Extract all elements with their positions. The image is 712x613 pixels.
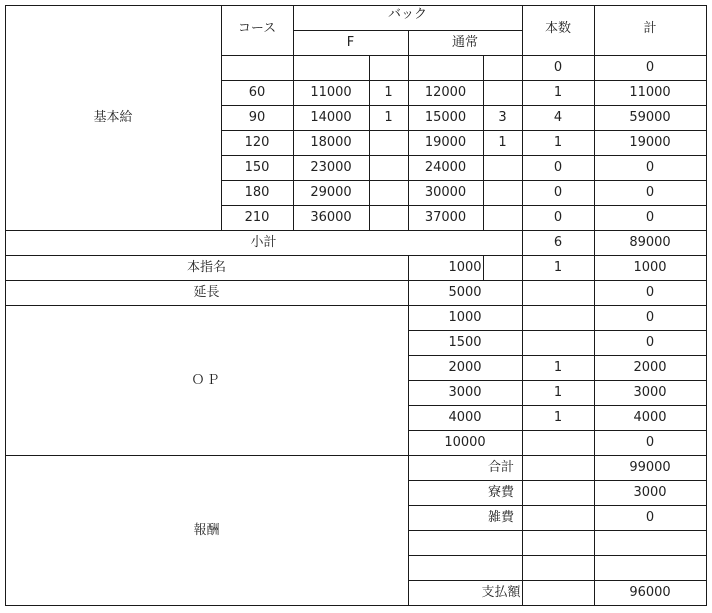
base-total: 0 — [645, 160, 655, 175]
base-f-rate: 18000 — [310, 135, 352, 150]
base-course: 180 — [244, 185, 270, 200]
option-total: 3000 — [633, 385, 667, 400]
header-f: F — [346, 35, 355, 50]
nomination-total: 1000 — [633, 260, 667, 275]
base-course: 90 — [248, 110, 266, 125]
option-count: 1 — [553, 410, 563, 425]
compensation-value: 99000 — [629, 460, 671, 475]
base-normal-qty: 3 — [498, 110, 507, 125]
nomination-rate: 1000 — [448, 260, 482, 275]
base-f-rate: 11000 — [310, 85, 352, 100]
base-normal-qty: 1 — [498, 135, 507, 150]
option-rate: 1500 — [448, 335, 482, 350]
option-rate: 2000 — [448, 360, 482, 375]
option-rate: 10000 — [444, 435, 486, 450]
base-normal-rate: 15000 — [424, 110, 467, 125]
compensation-value: 0 — [645, 510, 655, 525]
compensation-value — [594, 555, 706, 580]
compensation-label: 合計 — [487, 460, 514, 475]
option-count — [522, 305, 594, 330]
base-normal-qty — [483, 205, 522, 230]
subtotal-total: 89000 — [629, 235, 671, 250]
base-f-rate: 14000 — [310, 110, 352, 125]
base-f-qty — [369, 130, 408, 155]
option-count — [522, 430, 594, 455]
compensation-label — [408, 555, 594, 580]
base-count: 0 — [553, 160, 563, 175]
nomination-count: 1 — [553, 260, 563, 275]
compensation-value — [594, 530, 706, 555]
label-subtotal: 小計 — [250, 235, 277, 250]
header-count: 本数 — [544, 20, 571, 36]
base-normal-qty — [483, 155, 522, 180]
base-f-rate: 29000 — [310, 185, 352, 200]
base-normal-rate: 24000 — [424, 160, 467, 175]
base-total: 11000 — [629, 85, 671, 100]
option-count: 1 — [553, 385, 563, 400]
base-course: 210 — [244, 210, 270, 225]
option-count — [522, 330, 594, 355]
base-count: 4 — [553, 110, 563, 125]
base-course — [221, 55, 293, 80]
option-rate: 4000 — [448, 410, 482, 425]
base-f-qty: 1 — [384, 85, 393, 100]
base-count: 1 — [553, 135, 563, 150]
base-normal-rate: 30000 — [424, 185, 467, 200]
base-f-qty: 1 — [384, 110, 393, 125]
base-count: 0 — [553, 60, 563, 75]
label-extension: 延長 — [193, 285, 220, 300]
base-course: 120 — [244, 135, 270, 150]
option-total: 4000 — [633, 410, 667, 425]
extension-rate: 5000 — [448, 285, 482, 300]
compensation-label — [408, 530, 594, 555]
option-total: 0 — [645, 310, 655, 325]
compensation-value: 3000 — [633, 485, 667, 500]
base-total: 0 — [645, 185, 655, 200]
header-back: バック — [387, 7, 427, 22]
option-count: 1 — [553, 360, 563, 375]
subtotal-count: 6 — [553, 235, 563, 250]
base-f-qty — [369, 155, 408, 180]
base-total: 19000 — [629, 135, 671, 150]
base-total: 59000 — [629, 110, 671, 125]
base-count: 1 — [553, 85, 563, 100]
base-f-qty — [369, 180, 408, 205]
option-rate: 1000 — [448, 310, 482, 325]
base-normal-qty — [483, 80, 522, 105]
base-f-rate: 23000 — [310, 160, 352, 175]
header-total: 計 — [643, 20, 657, 36]
option-rate: 3000 — [448, 385, 482, 400]
compensation-label: 寮費 — [487, 485, 514, 500]
base-total: 0 — [645, 60, 655, 75]
label-base-pay: 基本給 — [93, 110, 133, 125]
base-f-rate: 36000 — [310, 210, 352, 225]
compensation-label: 雑費 — [487, 510, 514, 525]
option-total: 0 — [645, 335, 655, 350]
grid-line — [5, 605, 707, 606]
option-total: 0 — [645, 435, 655, 450]
base-count: 0 — [553, 210, 563, 225]
base-normal-rate: 37000 — [424, 210, 467, 225]
base-course: 60 — [248, 85, 266, 100]
base-f-rate — [293, 55, 369, 80]
base-normal-qty — [483, 180, 522, 205]
header-course: コース — [237, 20, 277, 36]
label-compensation: 報酬 — [193, 522, 220, 538]
label-nomination: 本指名 — [186, 260, 226, 275]
base-f-qty — [369, 55, 408, 80]
base-normal-rate: 19000 — [424, 135, 467, 150]
label-option: ＯＰ — [191, 372, 222, 388]
header-normal: 通常 — [451, 35, 478, 50]
option-total: 2000 — [633, 360, 667, 375]
base-normal-rate: 12000 — [424, 85, 467, 100]
extension-total: 0 — [645, 285, 655, 300]
base-course: 150 — [244, 160, 270, 175]
compensation-label: 支払額 — [481, 585, 521, 600]
base-normal-qty — [483, 55, 522, 80]
base-total: 0 — [645, 210, 655, 225]
compensation-value: 96000 — [629, 585, 671, 600]
extension-count — [522, 280, 594, 305]
base-count: 0 — [553, 185, 563, 200]
base-f-qty — [369, 205, 408, 230]
base-normal-rate — [408, 55, 483, 80]
